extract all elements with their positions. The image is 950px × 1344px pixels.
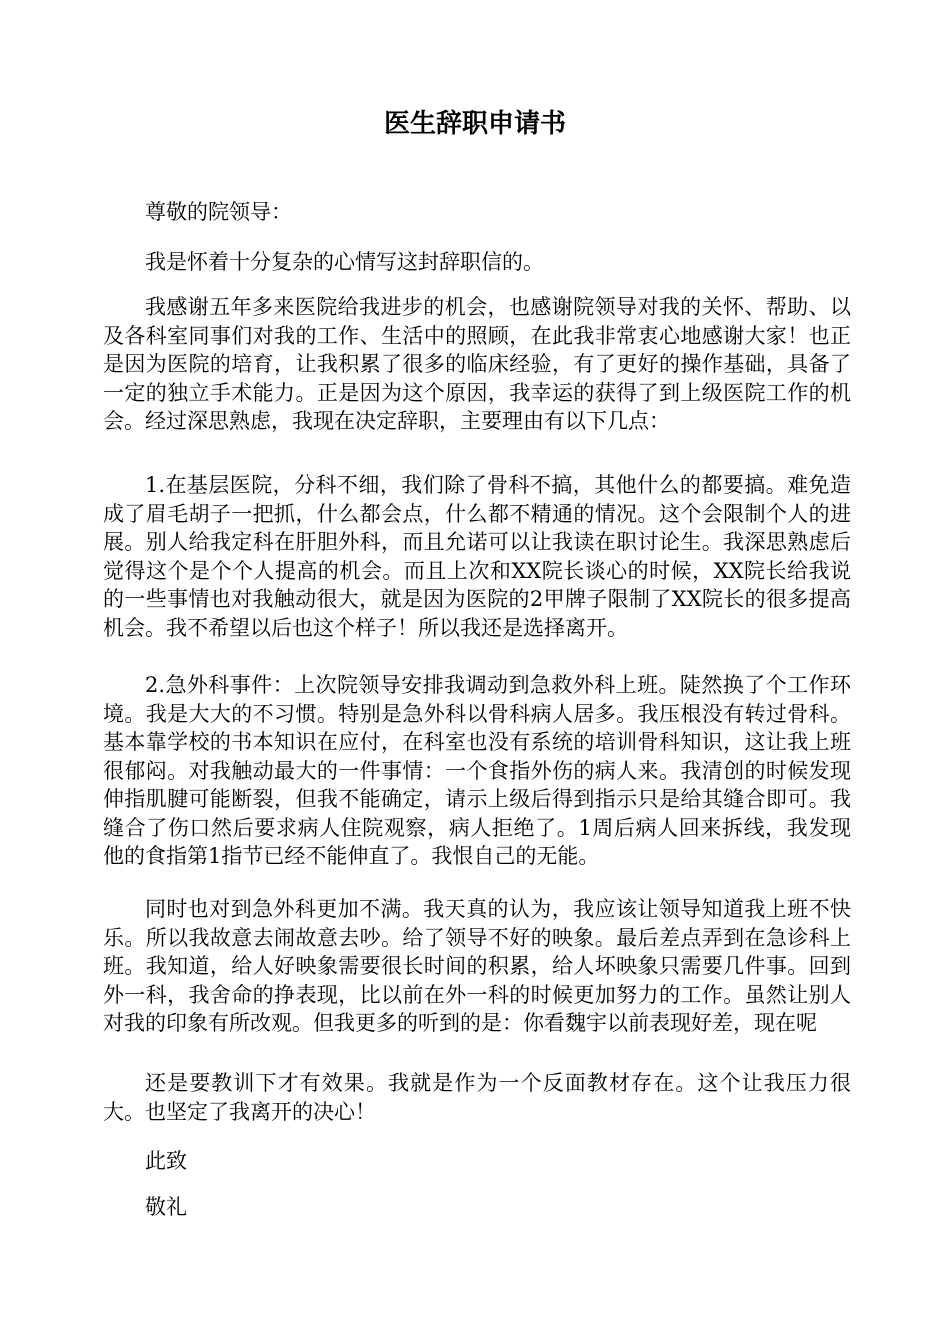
paragraph-decision: 还是要教训下才有效果。我就是作为一个反面教材存在。这个让我压力很大。也坚定了我离开的决心！ [103, 1071, 851, 1124]
closing-jingli: 敬礼 [145, 1195, 187, 1219]
paragraph-reason-2: 2.急外科事件：上次院领导安排我调动到急救外科上班。陡然换了个工作环境。我是大大的不习惯。特别是急外科以骨科病人居多。我压根没有转过骨科。基本靠学校的书本知识在应付，在科室也没有系统的培训骨科知识，这让我上班很郁闷。对我触动最大的一件事情：一个食指外伤的病人来。我清创的时候发现伸指肌腱可能断裂，但我不能确定，请示上级后得到指示只是给其缝合即可。我缝合了伤口然后要求病人住院观察，病人拒绝了。1周后病人回来拆线，我发现他的食指第1指节已经不能伸直了。我恨自己的无能。 [103, 673, 851, 868]
paragraph-gratitude: 我感谢五年多来医院给我进步的机会，也感谢院领导对我的关怀、帮助、以及各科室同事们对我的工作、生活中的照顾，在此我非常衷心地感谢大家！也正是因为医院的培育，让我积累了很多的临床经验，有了更好的操作基础，具备了一定的独立手术能力。正是因为这个原因，我幸运的获得了到上级医院工作的机会。经过深思熟虑，我现在决定辞职，主要理由有以下几点： [103, 295, 851, 433]
paragraph-opening: 我是怀着十分复杂的心情写这封辞职信的。 [145, 250, 544, 274]
paragraph-reason-1: 1.在基层医院，分科不细，我们除了骨科不搞，其他什么的都要搞。难免造成了眉毛胡子一把抓，什么都会点，什么都不精通的情况。这个会限制个人的进展。别人给我定科在肝胆外科，而且允诺可以让我读在职讨论生。我深思熟虑后觉得这个是个个人提高的机会。而且上次和XX院长谈心的时候，XX院长给我说的一些事情也对我触动很大，就是因为医院的2甲牌子限制了XX院长的很多提高机会。我不希望以后也这个样子！所以我还是选择离开。 [103, 473, 851, 640]
paragraph-dissatisfaction: 同时也对到急外科更加不满。我天真的认为，我应该让领导知道我上班不快乐。所以我故意去闹故意去吵。给了领导不好的映象。最后差点弄到在急诊科上班。我知道，给人好映象需要很长时间的积累，给人坏映象只需要几件事。回到外一科，我舍命的挣表现，比以前在外一科的时候更加努力的工作。虽然让别人对我的印象有所改观。但我更多的听到的是：你看魏宇以前表现好差，现在呢 [103, 897, 851, 1035]
document-title: 医生辞职申请书 [383, 109, 566, 139]
closing-cizhi: 此致 [145, 1149, 187, 1173]
salutation: 尊敬的院领导： [145, 200, 292, 224]
